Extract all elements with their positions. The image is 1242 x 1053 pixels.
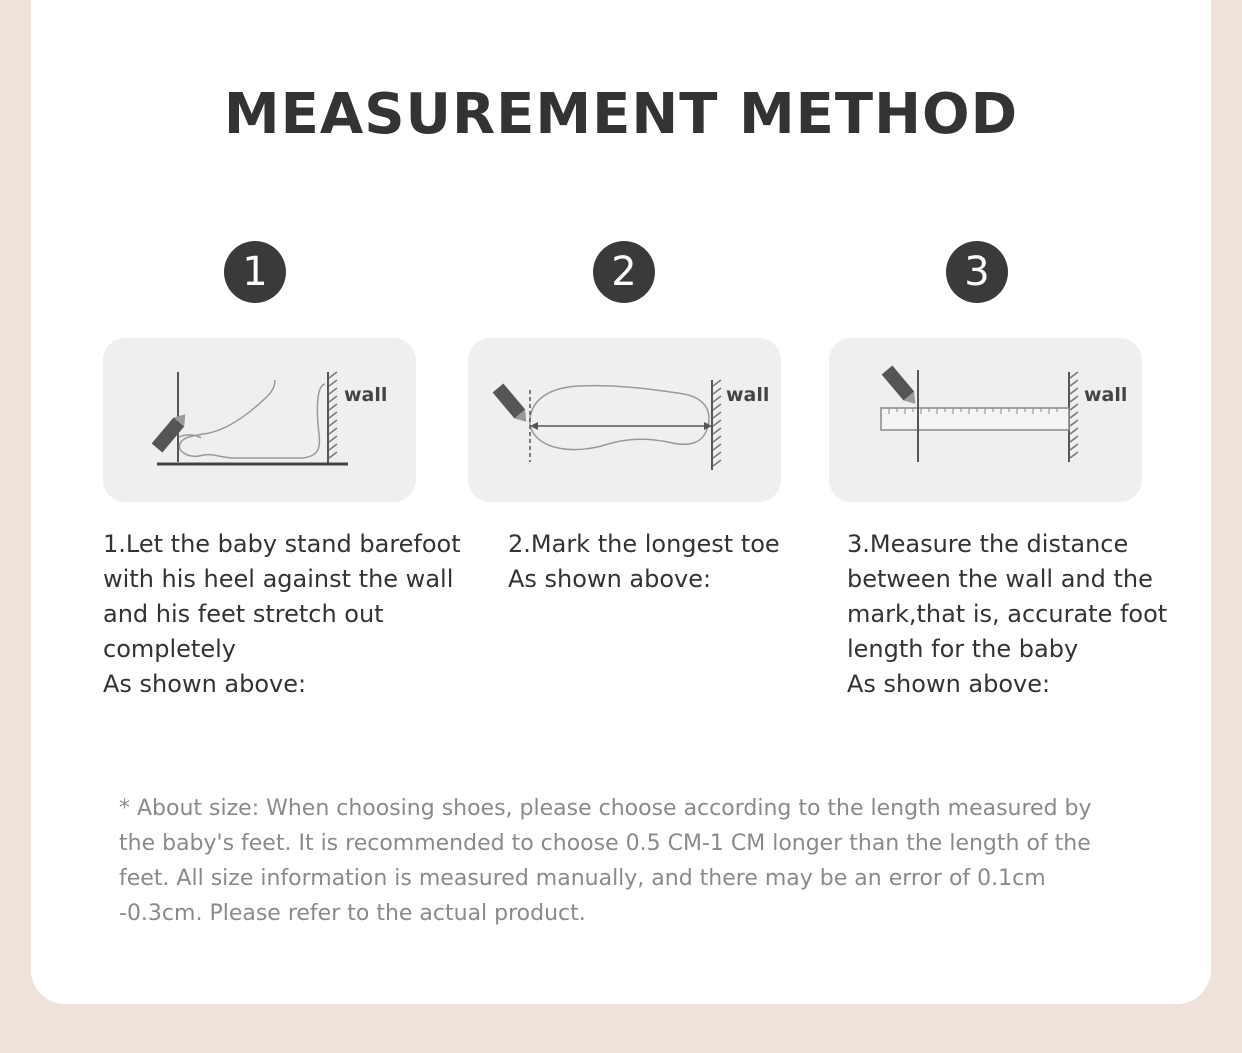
ruler-illustration [829,338,1142,502]
step-1-line: completely [103,635,236,663]
step-3-line: length for the baby [847,635,1079,663]
step-1-line: with his heel against the wall [103,565,454,593]
step-3-line: between the wall and the [847,565,1153,593]
wall-icon [712,380,721,470]
step-2-illustration [468,338,781,502]
wall-icon [328,372,337,464]
ruler-icon [881,408,1069,430]
foot-outline-illustration [468,338,781,502]
step-3-line: As shown above: [847,670,1051,698]
pen-icon [882,366,921,409]
step-1-line: and his feet stretch out [103,600,384,628]
wall-icon [1069,372,1078,462]
wall-label: wall [1084,384,1128,406]
pen-icon [493,384,532,427]
step-1-line: 1.Let the baby stand barefoot [103,530,461,558]
pen-icon [152,410,191,453]
step-1-description [103,527,461,702]
step-2-line: 2.Mark the longest toe [508,530,780,558]
step-1-badge: 1 [224,241,286,303]
foot-side-icon [179,380,325,458]
wall-label: wall [726,384,770,406]
step-2-description [508,527,780,597]
step-3-description [847,527,1167,702]
step-1-illustration [103,338,416,502]
step-3-line: mark,that is, accurate foot [847,600,1168,628]
foot-side-illustration [103,338,416,502]
step-1-line: As shown above: [103,670,307,698]
step-3-badge: 3 [946,241,1008,303]
step-3-line: 3.Measure the distance [847,530,1129,558]
page-title: MEASUREMENT METHOD [223,82,1019,147]
wall-label: wall [344,384,388,406]
size-note: * About size: When choosing shoes, please choose according to the length measured by the baby's feet. It is recommended to choose 0.5 CM-1 CM longer than the length of the feet. All size information is measured manually, and there may be an error of 0.1cm -0.3cm. Please refer to the actual product. [119,796,1092,926]
step-2-line: As shown above: [508,565,712,593]
step-3-illustration [829,338,1142,502]
foot-outline-icon [530,386,709,450]
step-2-badge: 2 [593,241,655,303]
